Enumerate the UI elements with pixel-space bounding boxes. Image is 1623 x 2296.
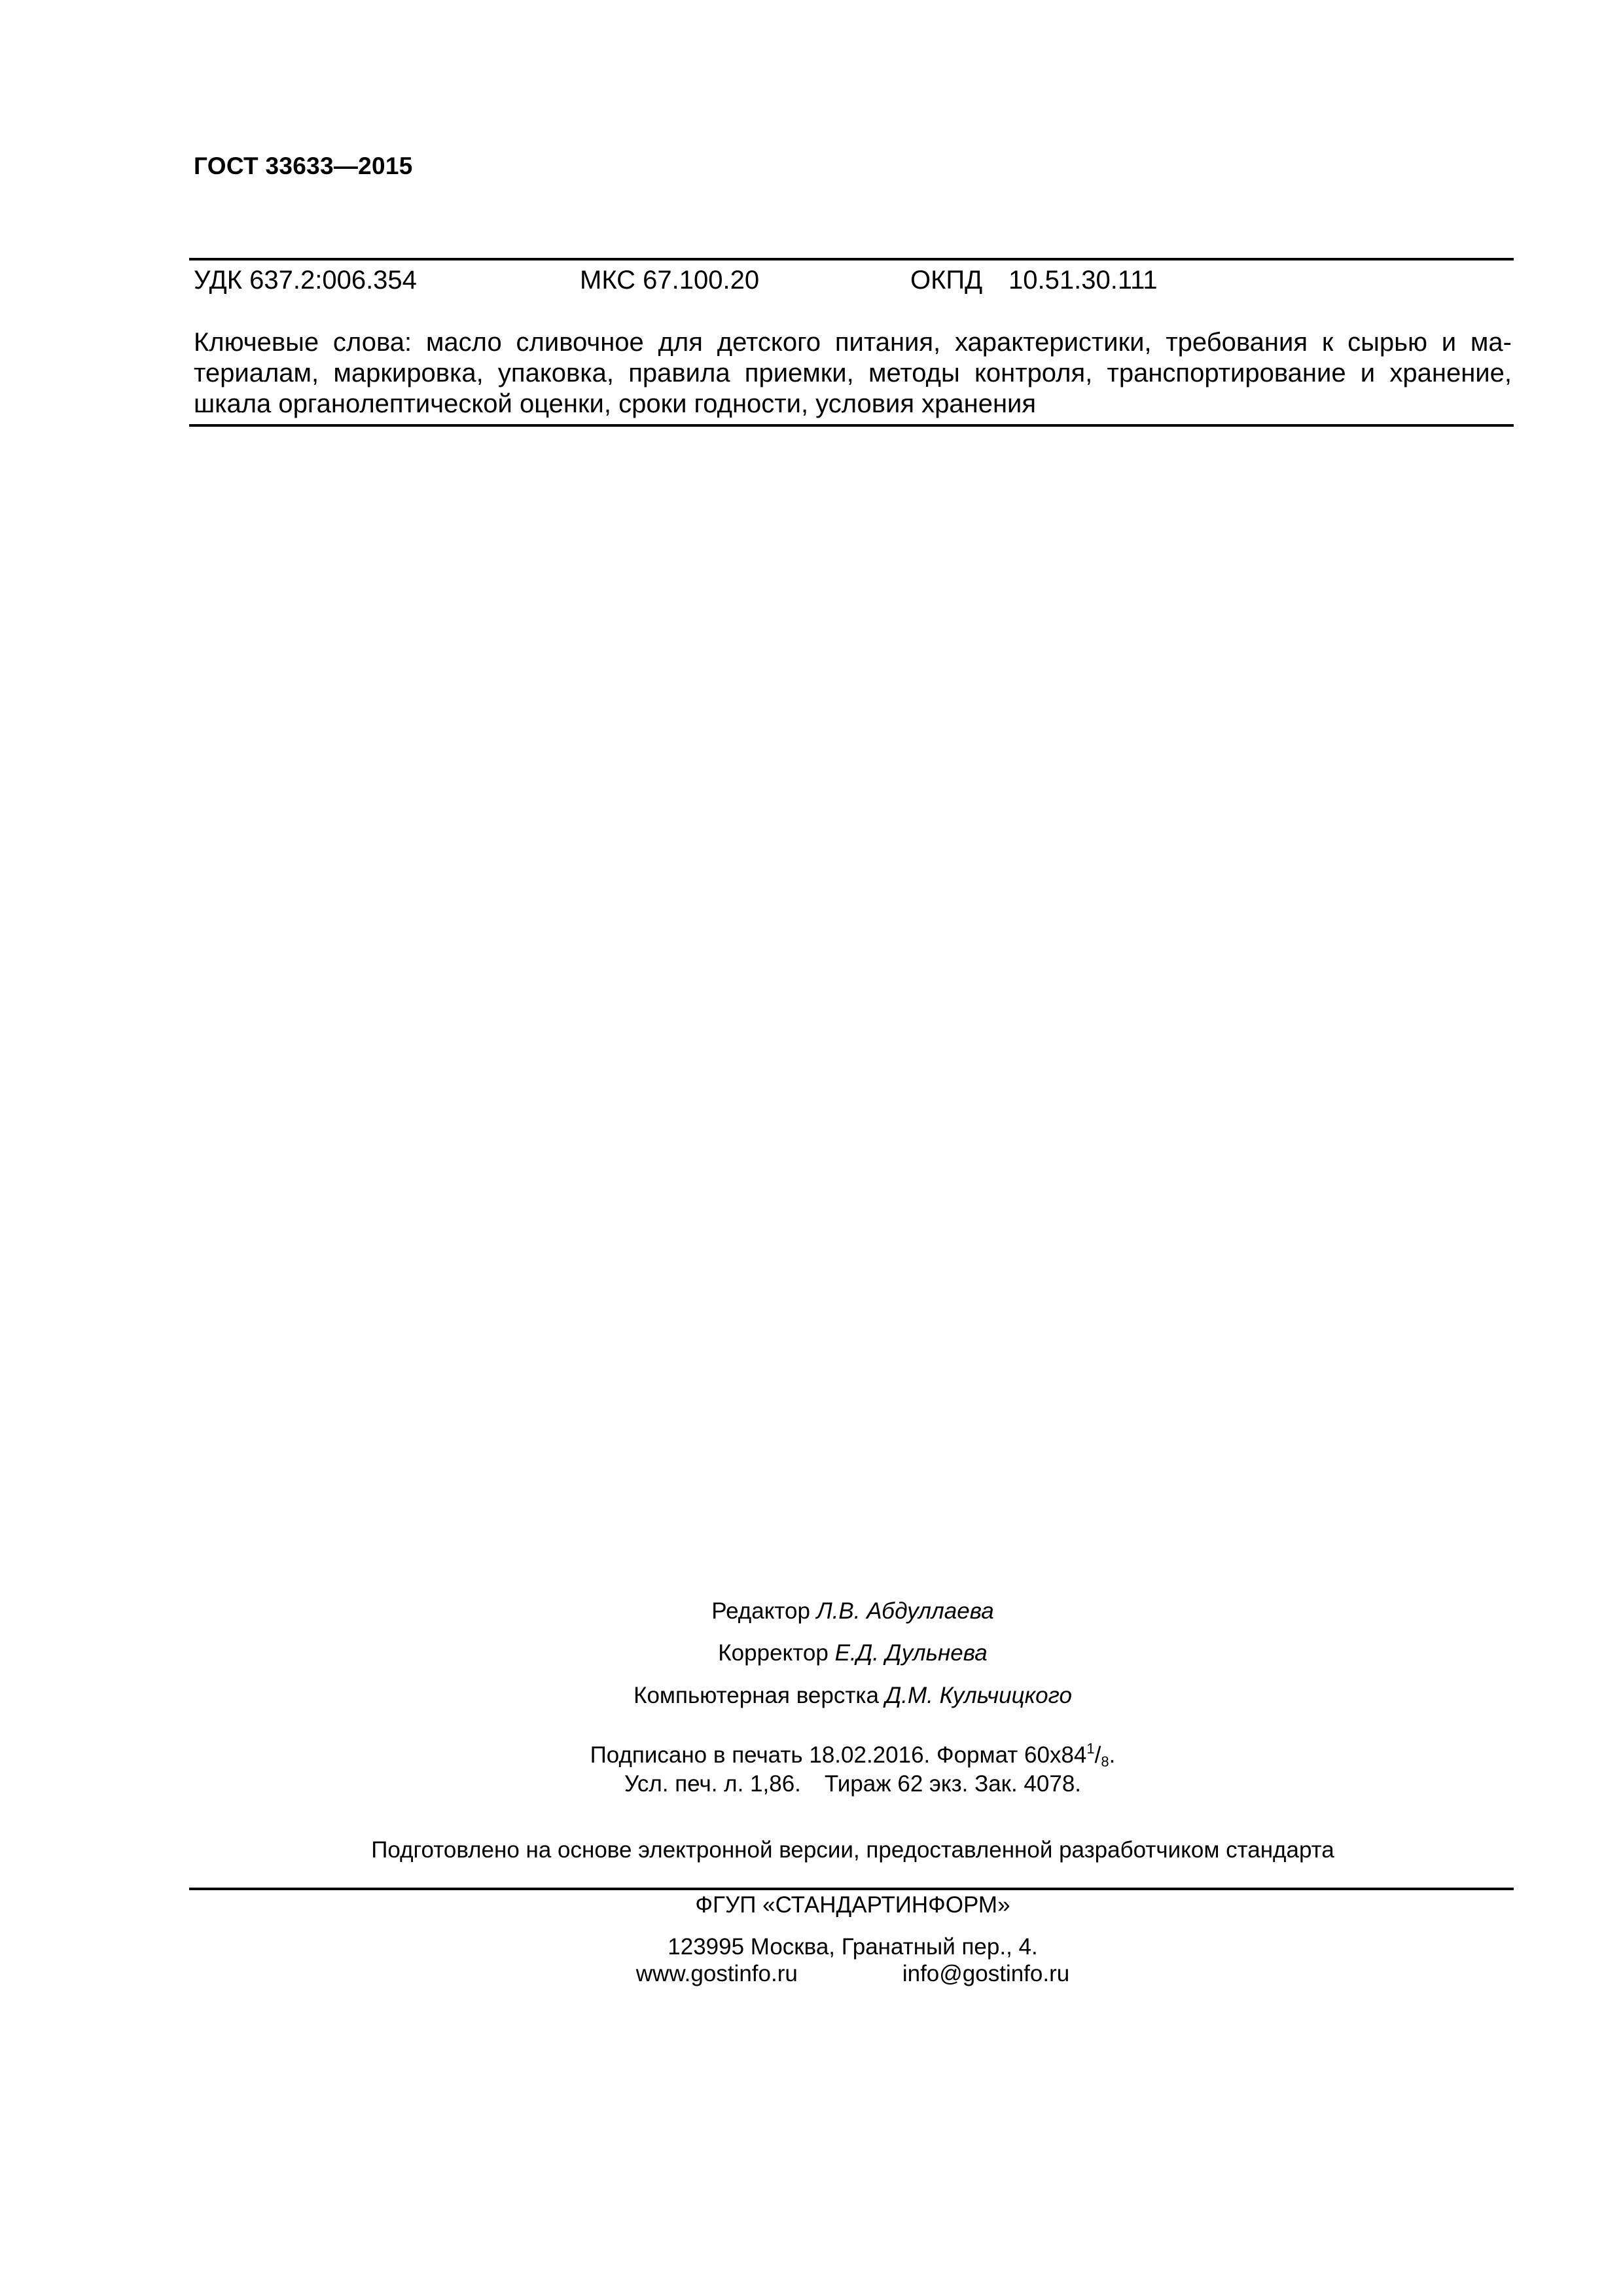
print-run: Тираж 62 экз. Зак. 4078. bbox=[824, 1771, 1082, 1797]
format-slash: / bbox=[1094, 1742, 1101, 1768]
format-end: . bbox=[1109, 1742, 1116, 1768]
udk-code: УДК 637.2:006.354 bbox=[194, 266, 417, 295]
keywords-line: Ключевые слова: масло сливочное для детского питания, характеристики, требования к сырью и ма- bbox=[194, 328, 1512, 357]
publisher-contacts bbox=[194, 1960, 1512, 1988]
document-code: ГОСТ 33633—2015 bbox=[194, 152, 413, 179]
print-details bbox=[194, 1770, 1512, 1799]
prepared-note: Подготовлено на основе электронной версии, предоставленной разработчиком стандарта bbox=[371, 1837, 1334, 1863]
keywords-line: териалам, маркировка, упаковка, правила приемки, методы контроля, транспортирование и хранение, bbox=[194, 359, 1512, 387]
corrector-credit bbox=[194, 1639, 1512, 1668]
website-link[interactable]: www.gostinfo.ru bbox=[635, 1961, 798, 1986]
okpd-label: ОКПД bbox=[910, 266, 983, 295]
layout-credit bbox=[194, 1681, 1512, 1710]
top-divider bbox=[189, 258, 1514, 260]
mks-code: МКС 67.100.20 bbox=[580, 266, 760, 295]
print-sheets: Усл. печ. л. 1,86. bbox=[624, 1771, 801, 1797]
corrector-label: Корректор bbox=[718, 1640, 829, 1666]
keywords-divider bbox=[189, 424, 1514, 427]
format-numerator: 1 bbox=[1086, 1740, 1095, 1757]
editor-name: Л.В. Абдуллаева bbox=[816, 1598, 994, 1624]
signed-for-print bbox=[194, 1741, 1512, 1770]
layout-label: Компьютерная верстка bbox=[633, 1683, 879, 1708]
editor-credit bbox=[194, 1597, 1512, 1626]
publisher-name: ФГУП «СТАНДАРТИНФОРМ» bbox=[695, 1892, 1010, 1918]
editor-label: Редактор bbox=[711, 1598, 810, 1624]
corrector-name: Е.Д. Дульнева bbox=[834, 1640, 988, 1666]
keywords-block bbox=[194, 327, 1512, 420]
keywords-line: шкала органолептической оценки, сроки годности, условия хранения bbox=[194, 389, 1037, 418]
publisher-divider bbox=[189, 1888, 1514, 1890]
email-link[interactable]: info@gostinfo.ru bbox=[902, 1961, 1070, 1986]
format-denominator: 8 bbox=[1101, 1753, 1109, 1770]
publisher-address: 123995 Москва, Гранатный пер., 4. bbox=[668, 1934, 1038, 1960]
okpd-code: 10.51.30.111 bbox=[1008, 266, 1158, 295]
layout-name: Д.М. Кульчицкого bbox=[885, 1683, 1072, 1708]
signed-text: Подписано в печать 18.02.2016. Формат 60х84 bbox=[590, 1742, 1087, 1768]
